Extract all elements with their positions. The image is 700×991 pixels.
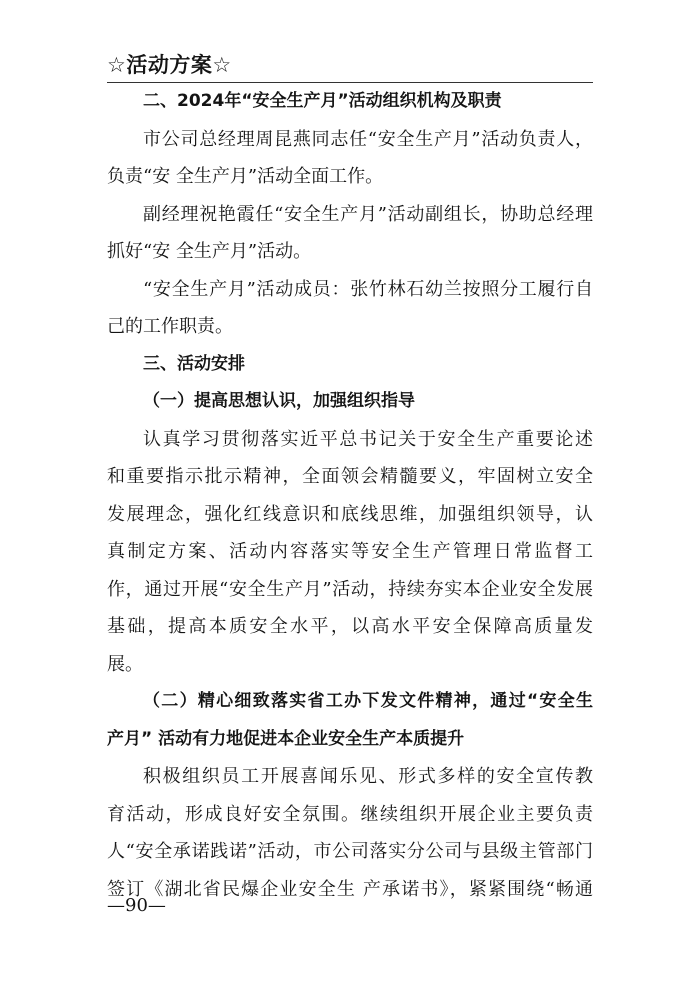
paragraph-line: “安全生产月”活动成员：张竹林石幼兰按照分工履行自 [143,278,593,300]
paragraph-line: 作，通过开展“安全生产月”活动，持续夯实本企业安全发展 [107,578,593,600]
page-number: —90— [107,895,166,916]
paragraph-line: 抓好“安 全生产月”活动。 [107,241,312,262]
paragraph-line: 基础，提高本质安全水平，以高水平安全保障高质量发 [107,616,593,637]
page-header [107,50,593,83]
paragraph-line: 人“安全承诺践诺”活动，市公司落实分公司与县级主管部门 [107,841,593,862]
paragraph-line: 积极组织员工开展喜闻乐见、形式多样的安全宣传教 [143,766,593,787]
paragraph-line: 副经理祝艳霞任“安全生产月”活动副组长，协助总经理 [143,203,593,225]
paragraph-line: 和重要指示批示精神，全面领会精髓要义，牢固树立安全 [107,466,593,487]
document-body [107,83,593,908]
paragraph-line: 己的工作职责。 [107,316,233,337]
paragraph-line: 市公司总经理周昆燕同志任“安全生产月”活动负责人， [143,128,593,150]
subsection-heading-1: （一）提高思想认识，加强组织指导 [143,391,415,411]
section-heading-organization: 二、2024年“安全生产月”活动组织机构及职责 [143,91,502,111]
paragraph-line: 负责“安 全生产月”活动全面工作。 [107,166,384,187]
subsection-heading-2-continued: 产月” 活动有力地促进本企业安全生产本质提升 [107,728,465,749]
paragraph-line: 育活动，形成良好安全氛围。继续组织开展企业主要负责 [107,803,593,825]
subsection-heading-2: （二）精心细致落实省工办下发文件精神，通过“安全生 [143,691,593,711]
paragraph-line: 认真学习贯彻落实近平总书记关于安全生产重要论述 [143,428,593,450]
section-heading-arrangements: 三、活动安排 [143,353,245,374]
paragraph-line: 发展理念，强化红线意识和底线思维，加强组织领导，认 [107,503,593,525]
paragraph-line: 真制定方案、活动内容落实等安全生产管理日常监督工 [107,541,593,562]
header-title: ☆活动方案☆ [107,53,232,77]
paragraph-line: 展。 [107,653,143,675]
paragraph-line: 签订《湖北省民爆企业安全生 产承诺书》，紧紧围绕“畅通 [107,878,593,900]
